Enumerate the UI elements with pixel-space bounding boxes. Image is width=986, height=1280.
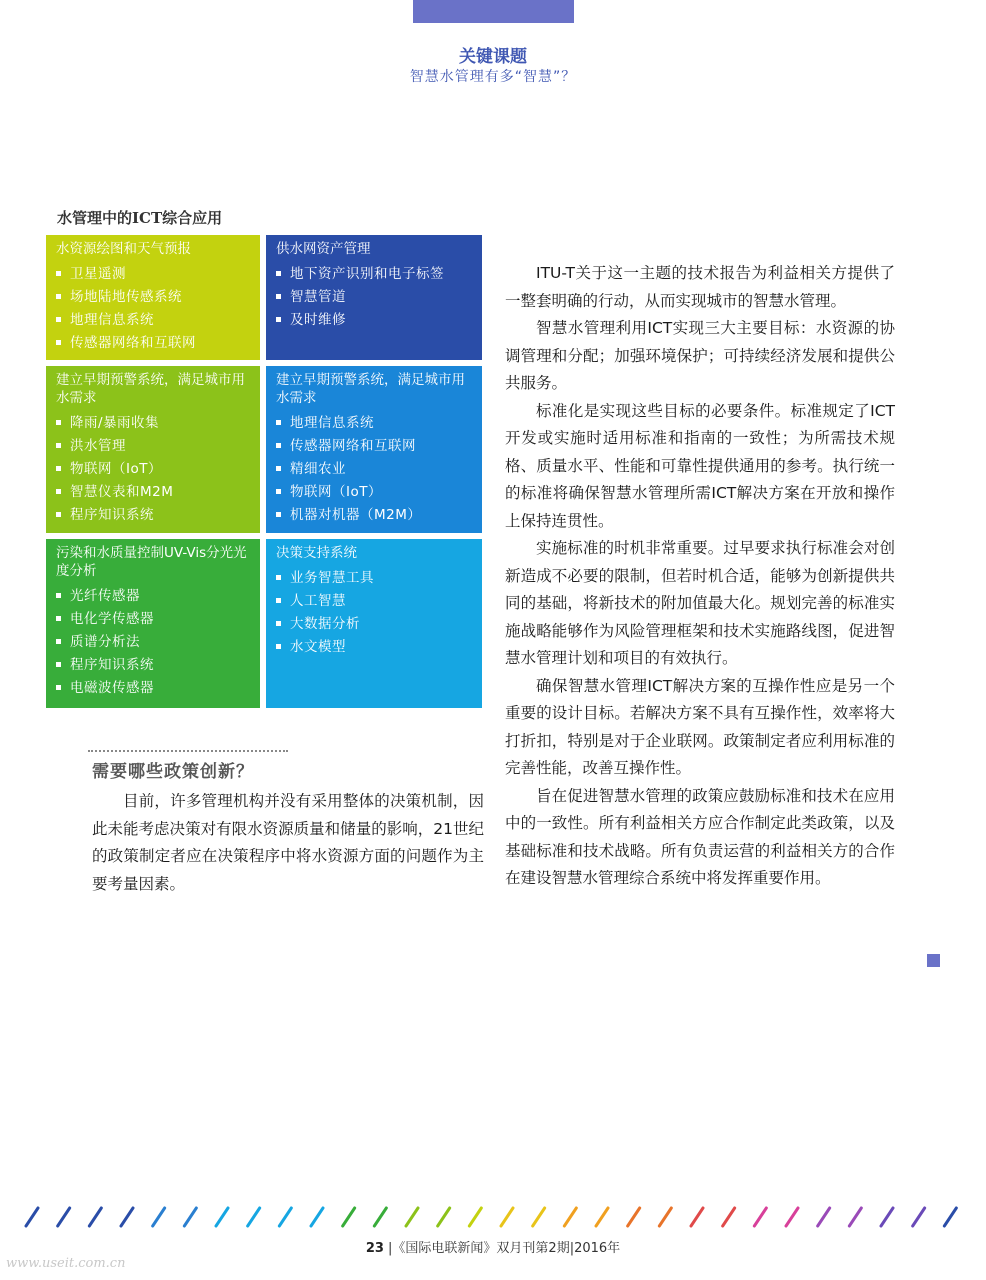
stripe — [818, 1208, 830, 1226]
stripe — [469, 1208, 481, 1226]
grid-cell-water-mapping — [46, 235, 260, 360]
stripe — [723, 1208, 735, 1226]
right-column-text — [505, 260, 895, 893]
article-end-mark — [927, 954, 940, 967]
list-item: 地理信息系统 — [276, 414, 472, 432]
list-item: 程序知识系统 — [56, 656, 250, 674]
stripe — [501, 1208, 513, 1226]
list-item: 大数据分析 — [276, 615, 472, 633]
paragraph: 目前，许多管理机构并没有采用整体的决策机制，因此未能考虑决策对有限水资源质量和储量的影响，21世纪的政策制定者应在决策程序中将水资源方面的问题作为主要考量因素。 — [92, 792, 484, 893]
paragraph: 实施标准的时机非常重要。过早要求执行标准会对创新造成不必要的限制，但若时机合适，能够为创新提供共同的基础，将新技术的附加值最大化。规划完善的标准实施战略能够作为风险管理框架和技术实施路线图，促进智慧水管理计划和项目的有效执行。 — [505, 539, 895, 667]
stripe — [438, 1208, 450, 1226]
paragraph: 旨在促进智慧水管理的政策应鼓励标准和技术在应用中的一致性。所有利益相关方应合作制定此类政策，以及基础标准和技术战略。所有负责运营的利益相关方的合作在建设智慧水管理综合系统中将发挥重要作用。 — [505, 786, 895, 887]
cell-title: 污染和水质量控制UV-Vis分光光度分析 — [56, 545, 247, 579]
cell-title: 建立早期预警系统，满足城市用水需求 — [56, 372, 245, 406]
stripe — [628, 1208, 640, 1226]
list-item: 场地陆地传感系统 — [56, 288, 250, 306]
dotted-divider — [88, 750, 288, 752]
list-item: 传感器网络和互联网 — [56, 334, 250, 352]
list-item: 电磁波传感器 — [56, 679, 250, 697]
list-item: 卫星遥测 — [56, 265, 250, 283]
stripe — [121, 1208, 133, 1226]
list-item: 质谱分析法 — [56, 633, 250, 651]
stripe — [944, 1208, 956, 1226]
top-accent-bar — [413, 0, 574, 23]
stripe — [311, 1208, 323, 1226]
stripe — [58, 1208, 70, 1226]
decorative-stripes — [22, 1205, 972, 1229]
stripe — [279, 1208, 291, 1226]
stripe — [26, 1208, 38, 1226]
stripe — [406, 1208, 418, 1226]
grid-cell-early-warning-2 — [266, 366, 482, 533]
stripe — [754, 1208, 766, 1226]
stripe — [216, 1208, 228, 1226]
grid-cell-asset-management — [266, 235, 482, 360]
watermark: www.useit.com.cn — [6, 1256, 126, 1271]
list-item: 地理信息系统 — [56, 311, 250, 329]
stripe — [849, 1208, 861, 1226]
stripe — [691, 1208, 703, 1226]
stripe — [786, 1208, 798, 1226]
cell-title: 水资源绘图和天气预报 — [56, 241, 191, 257]
page-footer — [0, 1237, 986, 1256]
cell-title: 决策支持系统 — [276, 545, 357, 561]
cell-title: 供水网资产管理 — [276, 241, 371, 257]
paragraph: 标准化是实现这些目标的必要条件。标准规定了ICT开发或实施时适用标准和指南的一致性；为所需技术规格、质量水平、性能和可靠性提供通用的参考。执行统一的标准将确保智慧水管理所需ICT解决方案在开放和操作上保持连贯性。 — [505, 401, 895, 530]
figure-caption: 水管理中的ICT综合应用 — [57, 209, 223, 227]
list-item: 物联网（IoT） — [276, 483, 472, 501]
stripe — [248, 1208, 260, 1226]
list-item: 降雨/暴雨收集 — [56, 414, 250, 432]
stripe — [913, 1208, 925, 1226]
stripe — [659, 1208, 671, 1226]
list-item: 智慧仪表和M2M — [56, 483, 250, 501]
grid-cell-decision-support — [266, 539, 482, 708]
paragraph: 智慧水管理利用ICT实现三大主要目标：水资源的协调管理和分配；加强环境保护；可持续经济发展和提供公共服务。 — [505, 319, 895, 392]
paragraph: 确保智慧水管理ICT解决方案的互操作性应是另一个重要的设计目标。若解决方案不具有互操作性，效率将大打折扣，特别是对于企业联网。政策制定者应利用标准的完善性能，改善互操作性。 — [505, 676, 895, 777]
stripe — [374, 1208, 386, 1226]
list-item: 物联网（IoT） — [56, 460, 250, 478]
stripe — [184, 1208, 196, 1226]
list-item: 光纤传感器 — [56, 587, 250, 605]
list-item: 业务智慧工具 — [276, 569, 472, 587]
cell-title: 建立早期预警系统，满足城市用水需求 — [276, 372, 465, 406]
page-number: 23 — [365, 1241, 384, 1256]
stripe — [533, 1208, 545, 1226]
list-item: 精细农业 — [276, 460, 472, 478]
list-item: 传感器网络和互联网 — [276, 437, 472, 455]
list-item: 机器对机器（M2M） — [276, 506, 472, 524]
stripe — [596, 1208, 608, 1226]
ict-application-grid — [46, 235, 482, 708]
list-item: 人工智慧 — [276, 592, 472, 610]
paragraph: ITU-T关于这一主题的技术报告为利益相关方提供了一整套明确的行动，从而实现城市的智慧水管理。 — [505, 264, 895, 310]
list-item: 及时维修 — [276, 311, 472, 329]
list-item: 地下资产识别和电子标签 — [276, 265, 472, 283]
article-subtitle: 智慧水管理有多“智慧”？ — [409, 69, 577, 85]
section-title: 关键课题 — [459, 47, 527, 67]
grid-cell-pollution-control — [46, 539, 260, 708]
publication-info: |《国际电联新闻》双月刊第2期|2016年 — [388, 1241, 621, 1256]
list-item: 程序知识系统 — [56, 506, 250, 524]
list-item: 水文模型 — [276, 638, 472, 656]
list-item: 智慧管道 — [276, 288, 472, 306]
grid-cell-early-warning-1 — [46, 366, 260, 533]
list-item: 洪水管理 — [56, 437, 250, 455]
stripe — [881, 1208, 893, 1226]
stripe — [89, 1208, 101, 1226]
left-column-text — [92, 788, 484, 898]
stripe — [564, 1208, 576, 1226]
list-item: 电化学传感器 — [56, 610, 250, 628]
stripe — [343, 1208, 355, 1226]
stripe — [153, 1208, 165, 1226]
section-heading: 需要哪些政策创新？ — [92, 762, 254, 782]
